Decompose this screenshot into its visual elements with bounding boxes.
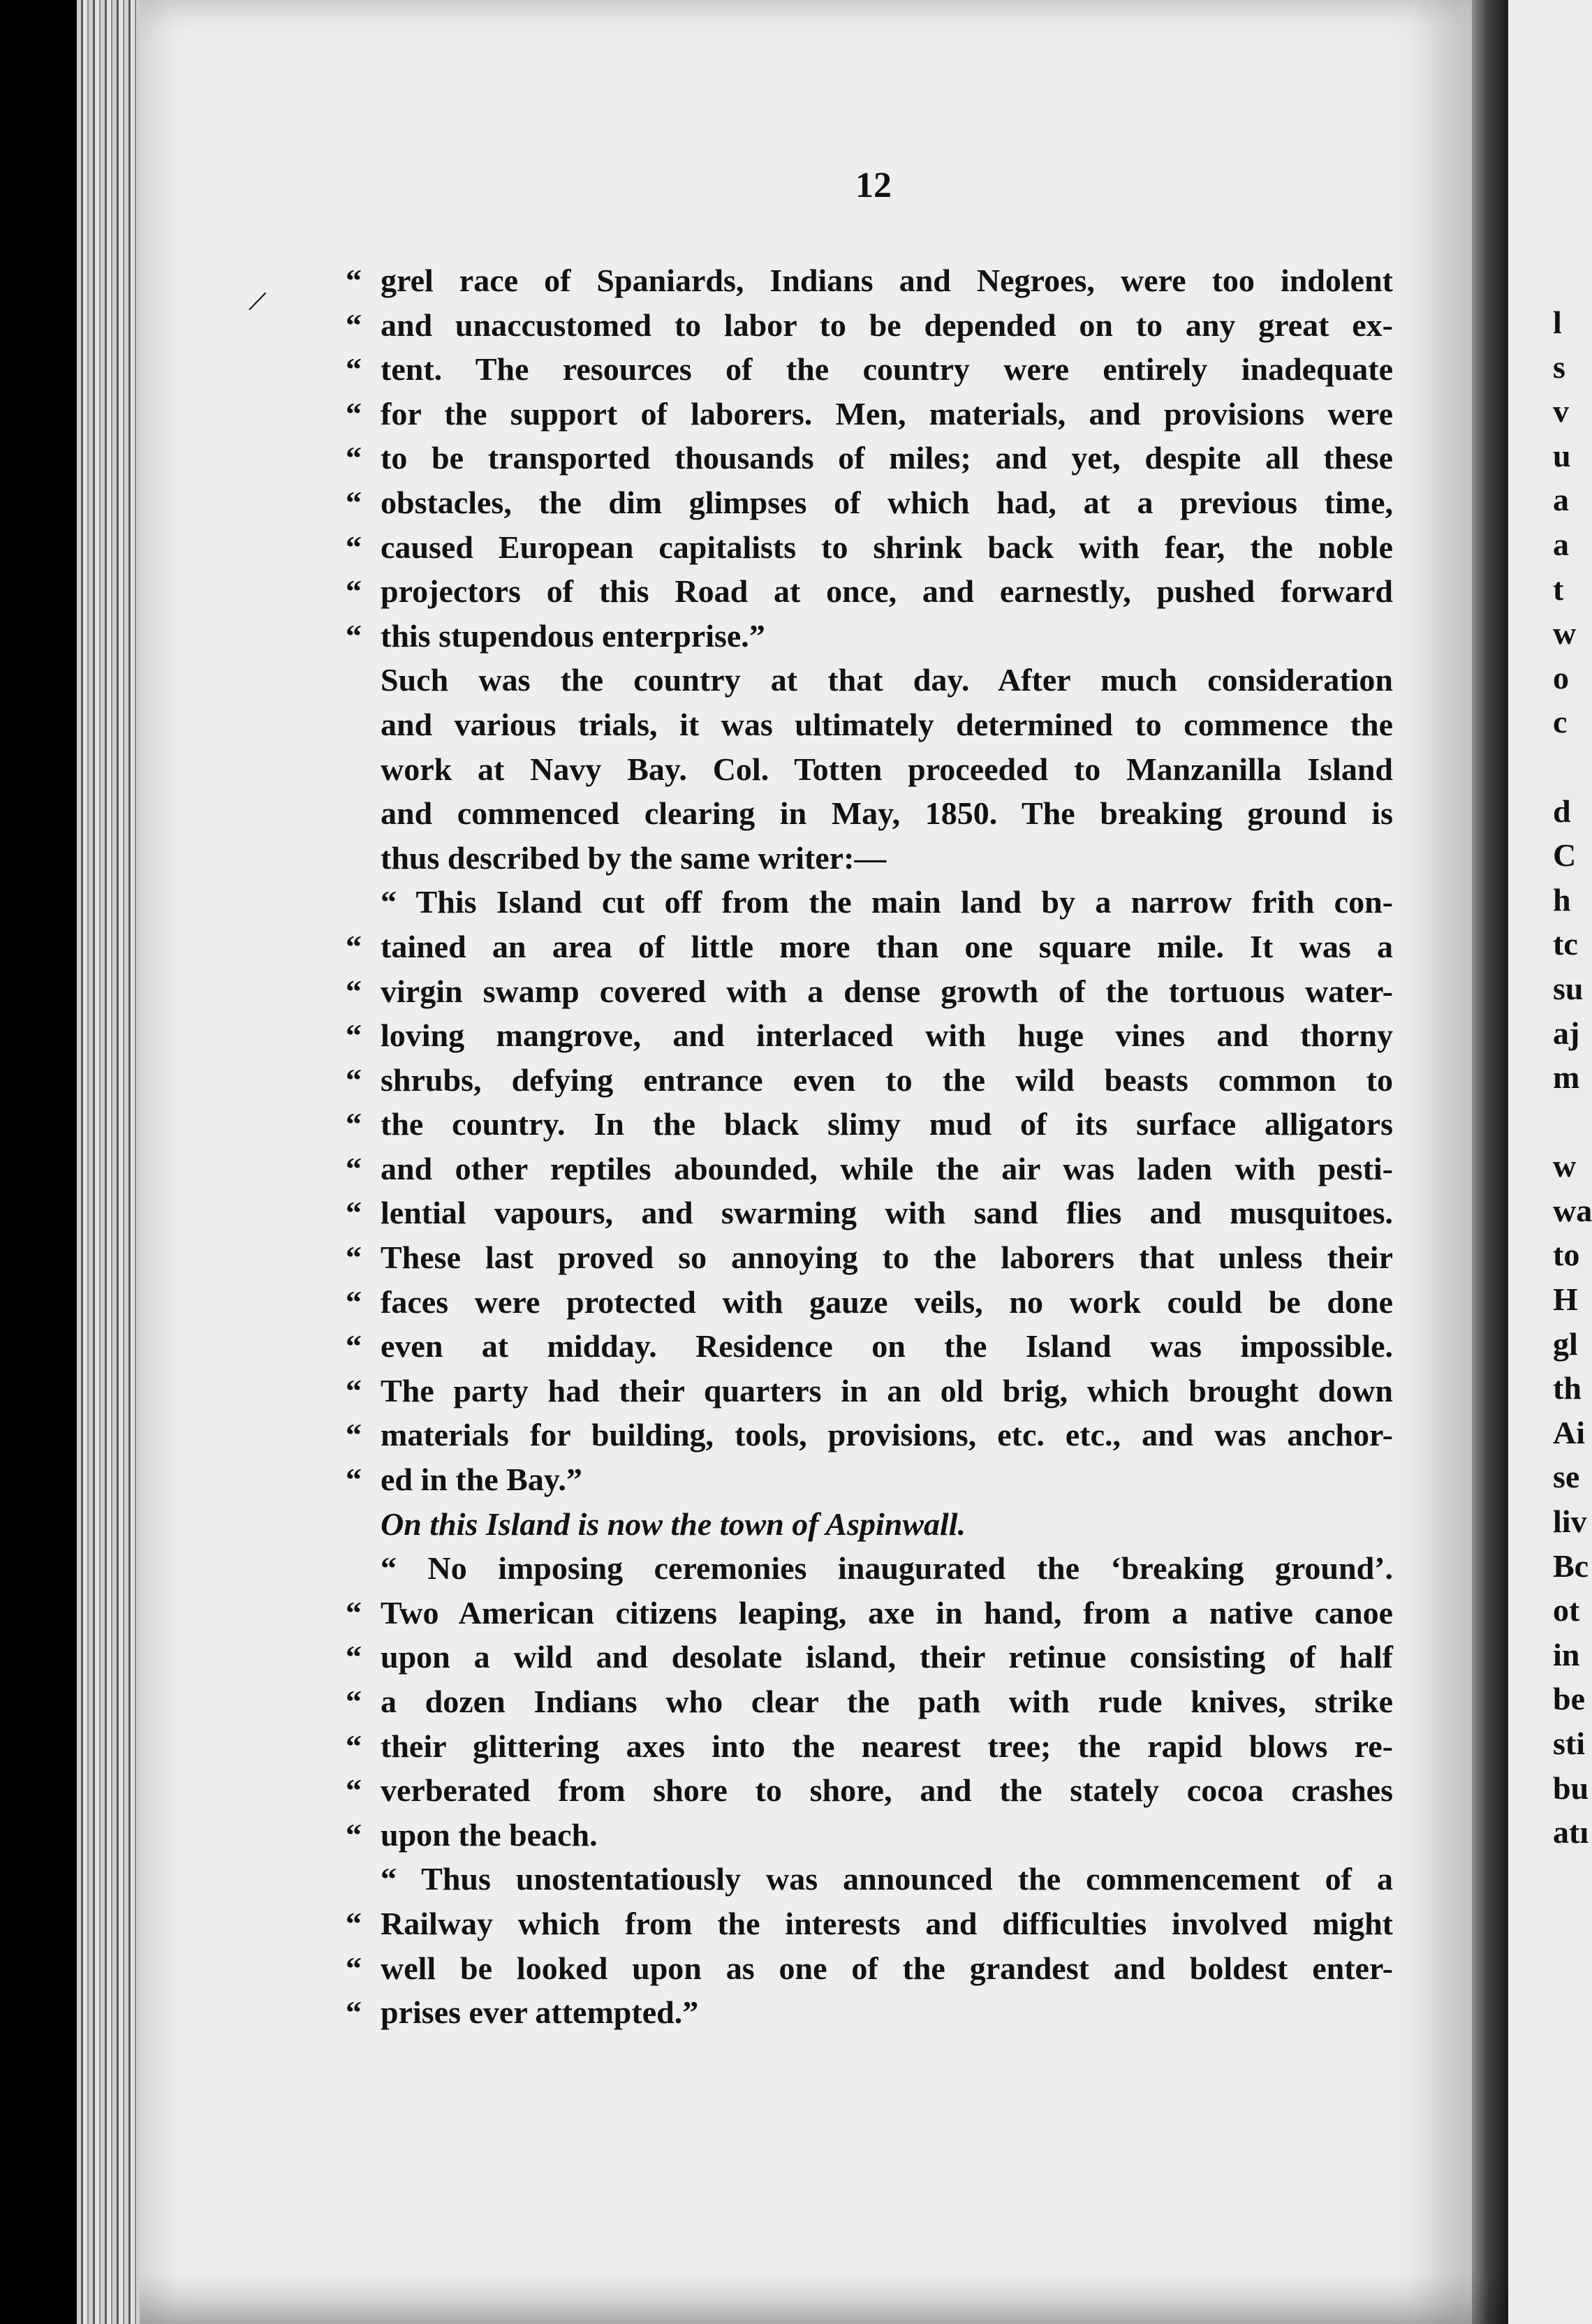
text-line bbox=[346, 1369, 1393, 1413]
line-text: this stupendous enterprise.” bbox=[381, 617, 765, 654]
line-text: grel race of Spaniards, Indians and Negroes, were too indolent bbox=[381, 263, 1393, 298]
facing-page-fragment: t bbox=[1553, 571, 1564, 607]
paragraph-indent bbox=[346, 1546, 381, 1591]
line-text: The party had their quarters in an old brig, which brought down bbox=[381, 1372, 1393, 1409]
quote-mark: “ bbox=[346, 1462, 362, 1498]
text-line bbox=[346, 1013, 1393, 1058]
text-line bbox=[346, 1058, 1393, 1103]
facing-page-fragment: a bbox=[1553, 482, 1569, 518]
text-line bbox=[346, 1102, 1393, 1147]
text-line bbox=[346, 436, 1393, 480]
text-line bbox=[346, 1591, 1393, 1635]
quote-mark: “ bbox=[346, 973, 362, 1009]
quote-mark: “ bbox=[346, 1372, 362, 1409]
line-text: for the support of laborers. Men, materials, and provisions were bbox=[381, 395, 1393, 432]
quote-mark bbox=[346, 703, 381, 747]
paragraph-indent bbox=[346, 1857, 381, 1902]
page-bottom-shadow bbox=[140, 2273, 1508, 2324]
line-text: a dozen Indians who clear the path with rude knives, strike bbox=[381, 1684, 1393, 1719]
text-line bbox=[346, 1902, 1393, 1946]
line-text: materials for building, tools, provisions, etc. etc., and was anchor- bbox=[381, 1417, 1393, 1453]
facing-page-fragment: sti bbox=[1553, 1726, 1585, 1761]
quote-mark: “ bbox=[346, 1328, 362, 1365]
facing-page-fragment: be bbox=[1553, 1681, 1585, 1717]
facing-page-fragment: l bbox=[1553, 304, 1562, 340]
text-line bbox=[346, 614, 1393, 659]
facing-page-fragment: aj bbox=[1553, 1015, 1580, 1051]
line-text: prises ever attempted.” bbox=[381, 1994, 699, 2031]
line-text: These last proved so annoying to the laborers that unless their bbox=[381, 1240, 1393, 1276]
facing-page-fragment: bu bbox=[1553, 1770, 1589, 1806]
line-text: tained an area of little more than one square mile. It was a bbox=[381, 928, 1393, 964]
quote-mark: “ bbox=[346, 1816, 362, 1853]
facing-page-fragment: w bbox=[1553, 1148, 1577, 1184]
quote-mark: “ bbox=[346, 395, 362, 432]
facing-page-fragment: Ai bbox=[1553, 1414, 1585, 1450]
text-line bbox=[346, 1857, 1393, 1902]
line-text: virgin swamp covered with a dense growth of the tortuous water- bbox=[381, 973, 1393, 1009]
facing-page-fragment bbox=[1553, 744, 1592, 789]
text-line bbox=[346, 1546, 1393, 1591]
quote-mark: “ bbox=[346, 1240, 362, 1276]
text-line bbox=[346, 836, 1393, 881]
line-text: the country. In the black slimy mud of its surface alligators bbox=[381, 1106, 1393, 1142]
line-text: Such was the country at that day. After much consideration bbox=[381, 662, 1393, 698]
paragraph-indent bbox=[346, 1502, 381, 1547]
quote-mark: “ bbox=[346, 1106, 362, 1142]
text-line bbox=[346, 880, 1393, 925]
text-line bbox=[346, 969, 1393, 1014]
line-text: verberated from shore to shore, and the stately cocoa crashes bbox=[381, 1772, 1393, 1809]
facing-page-fragment: to bbox=[1553, 1237, 1580, 1273]
text-line bbox=[346, 1724, 1393, 1769]
line-text: caused European capitalists to shrink back with fear, the noble bbox=[381, 529, 1393, 565]
margin-mark: / bbox=[245, 282, 270, 321]
line-text: loving mangrove, and interlaced with huge vines and thorny bbox=[381, 1017, 1393, 1054]
line-text: even at midday. Residence on the Island was impossible. bbox=[381, 1328, 1393, 1365]
text-line bbox=[346, 1946, 1393, 1991]
line-text: ed in the Bay.” bbox=[381, 1462, 582, 1498]
facing-page-fragment: v bbox=[1553, 393, 1569, 429]
line-text: lential vapours, and swarming with sand flies and musquitoes. bbox=[381, 1195, 1393, 1231]
quote-mark: “ bbox=[346, 1195, 362, 1231]
line-text: and various trials, it was ultimately determined to commence the bbox=[381, 706, 1393, 742]
facing-page-fragment: th bbox=[1553, 1370, 1582, 1406]
facing-page-fragment: se bbox=[1553, 1459, 1580, 1495]
facing-page-fragment: a bbox=[1553, 526, 1569, 562]
facing-page-fragment: wa bbox=[1553, 1192, 1592, 1228]
line-text: and unaccustomed to labor to be depended on to any great ex- bbox=[381, 307, 1393, 343]
text-line bbox=[346, 1679, 1393, 1724]
line-text: and commenced clearing in May, 1850. The breaking ground is bbox=[381, 795, 1393, 832]
facing-page-fragment: H bbox=[1553, 1281, 1578, 1318]
facing-page-fragment: gl bbox=[1553, 1325, 1578, 1362]
line-text: thus described by the same writer:— bbox=[381, 839, 887, 876]
line-text: upon a wild and desolate island, their retinue consisting of half bbox=[381, 1639, 1393, 1675]
quote-mark: “ bbox=[346, 928, 362, 964]
quote-mark: “ bbox=[346, 617, 362, 654]
quote-mark: “ bbox=[346, 1772, 362, 1809]
facing-page-fragment: d bbox=[1553, 793, 1571, 829]
quote-mark: “ bbox=[346, 307, 362, 343]
text-line bbox=[346, 658, 1393, 703]
quote-mark bbox=[346, 836, 381, 881]
facing-page-fragment: liv bbox=[1553, 1503, 1587, 1540]
facing-page-fragment: m bbox=[1553, 1059, 1580, 1096]
line-text: and other reptiles abounded, while the air was laden with pesti- bbox=[381, 1150, 1393, 1186]
line-text: “ No imposing ceremonies inaugurated the ‘breaking ground’. bbox=[381, 1550, 1393, 1587]
text-line bbox=[346, 1990, 1393, 2035]
text-line bbox=[346, 1235, 1393, 1280]
quote-mark: “ bbox=[346, 1728, 362, 1764]
text-line bbox=[346, 1191, 1393, 1235]
text-line bbox=[346, 1413, 1393, 1457]
text-line bbox=[346, 303, 1393, 348]
facing-page-fragment: C bbox=[1553, 837, 1577, 874]
line-text: upon the beach. bbox=[381, 1816, 598, 1853]
facing-page-fragment: u bbox=[1553, 437, 1571, 473]
text-line bbox=[346, 747, 1393, 792]
page-number: 12 bbox=[855, 166, 892, 205]
quote-mark bbox=[346, 791, 381, 836]
line-text: projectors of this Road at once, and earnestly, pushed forward bbox=[381, 573, 1393, 610]
text-line bbox=[346, 1147, 1393, 1191]
quote-mark: “ bbox=[346, 1594, 362, 1631]
text-line bbox=[346, 258, 1393, 303]
line-text: well be looked upon as one of the grandest and boldest enter- bbox=[381, 1950, 1393, 1986]
text-line bbox=[346, 703, 1393, 747]
text-line bbox=[346, 480, 1393, 525]
facing-page-fragment: w bbox=[1553, 615, 1577, 652]
line-text: tent. The resources of the country were entirely inadequate bbox=[381, 351, 1393, 388]
quote-mark: “ bbox=[346, 1639, 362, 1675]
quote-mark: “ bbox=[346, 529, 362, 565]
facing-page-fragment: Bc bbox=[1553, 1547, 1589, 1584]
line-text: to be transported thousands of miles; and yet, despite all these bbox=[381, 440, 1393, 476]
facing-page-fragment: in bbox=[1553, 1636, 1580, 1672]
text-line bbox=[346, 1635, 1393, 1679]
page-edges bbox=[77, 0, 140, 2324]
facing-page-fragment: c bbox=[1553, 704, 1568, 740]
line-text: obstacles, the dim glimpses of which had, at a previous time, bbox=[381, 484, 1393, 520]
line-text: On this Island is now the town of Aspinwall. bbox=[381, 1506, 966, 1542]
text-line bbox=[346, 1324, 1393, 1369]
quote-mark: “ bbox=[346, 1061, 362, 1098]
quote-mark: “ bbox=[346, 1684, 362, 1719]
line-text: “ Thus unostentatiously was announced the commencement of a bbox=[381, 1861, 1393, 1897]
facing-page-fragment: h bbox=[1553, 881, 1571, 918]
book-gutter bbox=[1472, 0, 1508, 2324]
line-text: their glittering axes into the nearest tree; the rapid blows re- bbox=[381, 1728, 1393, 1764]
line-text: Railway which from the interests and difficulties involved might bbox=[381, 1905, 1393, 1941]
text-line bbox=[346, 392, 1393, 436]
line-text: Two American citizens leaping, axe in hand, from a native canoe bbox=[381, 1594, 1393, 1631]
text-line bbox=[346, 569, 1393, 614]
text-line bbox=[346, 347, 1393, 392]
quote-mark: “ bbox=[346, 440, 362, 476]
text-line bbox=[346, 791, 1393, 836]
facing-page-fragment: s bbox=[1553, 348, 1565, 385]
quote-mark bbox=[346, 747, 381, 792]
quote-mark: “ bbox=[346, 263, 362, 298]
text-line bbox=[346, 525, 1393, 570]
facing-page-fragment: o bbox=[1553, 659, 1569, 696]
line-text: work at Navy Bay. Col. Totten proceeded to Manzanilla Island bbox=[381, 751, 1393, 787]
facing-page-text bbox=[1553, 300, 1592, 1855]
quote-mark: “ bbox=[346, 1017, 362, 1054]
scan-edge-left bbox=[0, 0, 77, 2324]
line-text: faces were protected with gauze veils, no work could be done bbox=[381, 1284, 1393, 1320]
text-line bbox=[346, 925, 1393, 969]
text-line bbox=[346, 1813, 1393, 1858]
quote-mark: “ bbox=[346, 573, 362, 610]
facing-page-fragment: ot bbox=[1553, 1592, 1580, 1628]
quote-mark: “ bbox=[346, 1905, 362, 1941]
paragraph-indent bbox=[346, 658, 381, 703]
facing-page bbox=[1508, 0, 1592, 2324]
text-line bbox=[346, 1768, 1393, 1813]
paragraph-indent bbox=[346, 880, 381, 925]
quote-mark: “ bbox=[346, 351, 362, 388]
facing-page-fragment: atı bbox=[1553, 1814, 1589, 1851]
line-text: shrubs, defying entrance even to the wild beasts common to bbox=[381, 1061, 1393, 1098]
line-text: “ This Island cut off from the main land by a narrow frith con- bbox=[381, 884, 1393, 920]
quote-mark: “ bbox=[346, 484, 362, 520]
body-text bbox=[346, 258, 1393, 2035]
text-line bbox=[346, 1502, 1393, 1547]
quote-mark: “ bbox=[346, 1994, 362, 2031]
facing-page-fragment: tc bbox=[1553, 926, 1578, 962]
facing-page-fragment: su bbox=[1553, 970, 1584, 1006]
facing-page-fragment bbox=[1553, 1100, 1592, 1145]
quote-mark: “ bbox=[346, 1417, 362, 1453]
quote-mark: “ bbox=[346, 1150, 362, 1186]
quote-mark: “ bbox=[346, 1950, 362, 1986]
text-line bbox=[346, 1457, 1393, 1502]
quote-mark: “ bbox=[346, 1284, 362, 1320]
text-line bbox=[346, 1280, 1393, 1325]
